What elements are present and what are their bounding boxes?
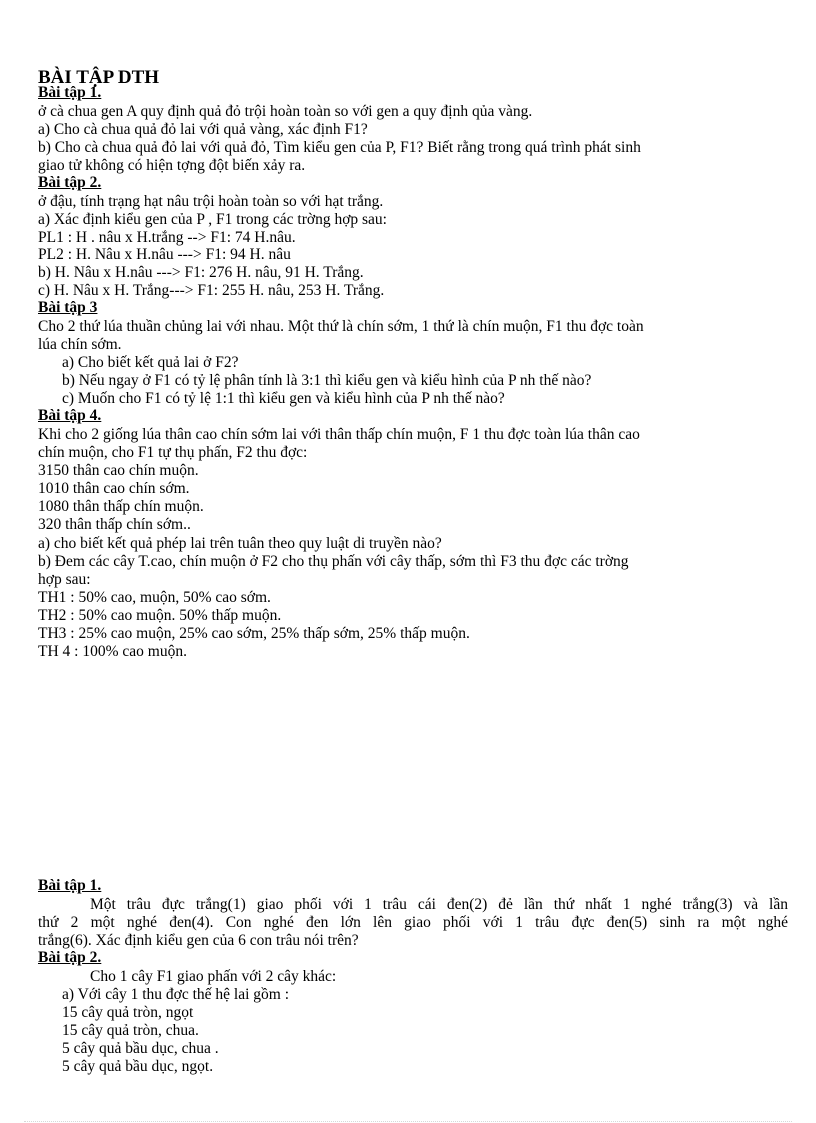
text-line: TH1 : 50% cao, muộn, 50% cao sớm. (38, 589, 271, 606)
text-line: PL2 : H. Nâu x H.nâu ---> F1: 94 H. nâu (38, 246, 291, 263)
text-line: ở đậu, tính trạng hạt nâu trội hoàn toàn so với hạt trắng. (38, 193, 384, 210)
text-line: 15 cây quả tròn, ngọt (62, 1004, 194, 1021)
text-line: chín muộn, cho F1 tự thụ phấn, F2 thu đợc: (38, 444, 308, 461)
exercise-2-heading: Bài tập 2. (38, 174, 102, 191)
text-line: 15 cây quả tròn, chua. (62, 1022, 199, 1039)
text-line: hợp sau: (38, 571, 91, 588)
text-line: b) Đem các cây T.cao, chín muộn ở F2 cho thụ phấn với cây thấp, sớm thì F3 thu đợc các trờng (38, 553, 629, 570)
text-line: 5 cây quả bầu dục, ngọt. (62, 1058, 214, 1075)
text-line: TH3 : 25% cao muộn, 25% cao sớm, 25% thấp sớm, 25% thấp muộn. (38, 625, 470, 642)
text-line: 1010 thân cao chín sớm. (38, 480, 190, 497)
list-item: c) Muốn cho F1 có tỷ lệ 1:1 thì kiểu gen và kiểu hình của P nh thế nào? (62, 390, 505, 407)
text-line: a) Cho cà chua quả đỏ lai với quả vàng, xác định F1? (38, 121, 368, 138)
list-item: a) Cho biết kết quả lai ở F2? (62, 354, 239, 371)
text-line: 1080 thân thấp chín muộn. (38, 498, 204, 515)
exercise-3-heading: Bài tập 3 (38, 299, 98, 316)
text-line: 5 cây quả bầu dục, chua . (62, 1040, 219, 1057)
text-line: TH2 : 50% cao muộn. 50% thấp muộn. (38, 607, 282, 624)
exercise-4-heading: Bài tập 4. (38, 407, 102, 424)
text-line: TH 4 : 100% cao muộn. (38, 643, 187, 660)
text-line: PL1 : H . nâu x H.trắng --> F1: 74 H.nâu. (38, 229, 296, 246)
text-line: a) cho biết kết quả phép lai trên tuân theo quy luật di truyền nào? (38, 535, 442, 552)
exercise-1-heading: Bài tập 1. (38, 84, 102, 101)
part2-exercise-1-heading: Bài tập 1. (38, 877, 102, 894)
text-line: b) Cho cà chua quả đỏ lai với quả đỏ, Tìm kiểu gen của P, F1? Biết rằng trong quá trình phát sinh (38, 139, 641, 156)
text-line: b) H. Nâu x H.nâu ---> F1: 276 H. nâu, 91 H. Trắng. (38, 264, 364, 281)
text-line: Cho 2 thứ lúa thuần chủng lai với nhau. Một thứ là chín sớm, 1 thứ là chín muộn, F1 thu đợc toàn (38, 318, 644, 335)
document-title: BÀI TẬP DTH (38, 67, 160, 88)
list-item: a) Với cây 1 thu đợc thế hệ lai gồm : (62, 986, 290, 1003)
text-line: Cho 1 cây F1 giao phấn với 2 cây khác: (90, 968, 337, 985)
page-bottom-divider (24, 1121, 792, 1122)
list-item: b) Nếu ngay ở F1 có tỷ lệ phân tính là 3:1 thì kiểu gen và kiểu hình của P nh thế nào? (62, 372, 592, 389)
text-line: a) Xác định kiểu gen của P , F1 trong các trờng hợp sau: (38, 211, 387, 228)
text-line: 3150 thân cao chín muộn. (38, 462, 199, 479)
text-line: giao tử không có hiện tợng đột biến xảy ra. (38, 157, 306, 174)
text-line: lúa chín sớm. (38, 336, 122, 353)
paragraph-line: Một trâu đực trắng(1) giao phối với 1 trâu cái đen(2) đẻ lần thứ nhất 1 nghé trắng(3) và lần (90, 896, 788, 913)
text-line: ở cà chua gen A quy định quả đỏ trội hoàn toàn so với gen a quy định qủa vàng. (38, 103, 533, 120)
text-line: 320 thân thấp chín sớm.. (38, 516, 191, 533)
paragraph-line: trắng(6). Xác định kiểu gen của 6 con trâu nói trên? (38, 932, 359, 949)
text-line: c) H. Nâu x H. Trắng---> F1: 255 H. nâu, 253 H. Trắng. (38, 282, 385, 299)
part2-exercise-2-heading: Bài tập 2. (38, 949, 102, 966)
paragraph-line: thứ 2 một nghé đen(4). Con nghé đen lớn lên giao phối với 1 trâu đực đen(5) sinh ra một nghé (38, 914, 788, 931)
text-line: Khi cho 2 giống lúa thân cao chín sớm lai với thân thấp chín muộn, F 1 thu đợc toàn lúa thân cao (38, 426, 640, 443)
